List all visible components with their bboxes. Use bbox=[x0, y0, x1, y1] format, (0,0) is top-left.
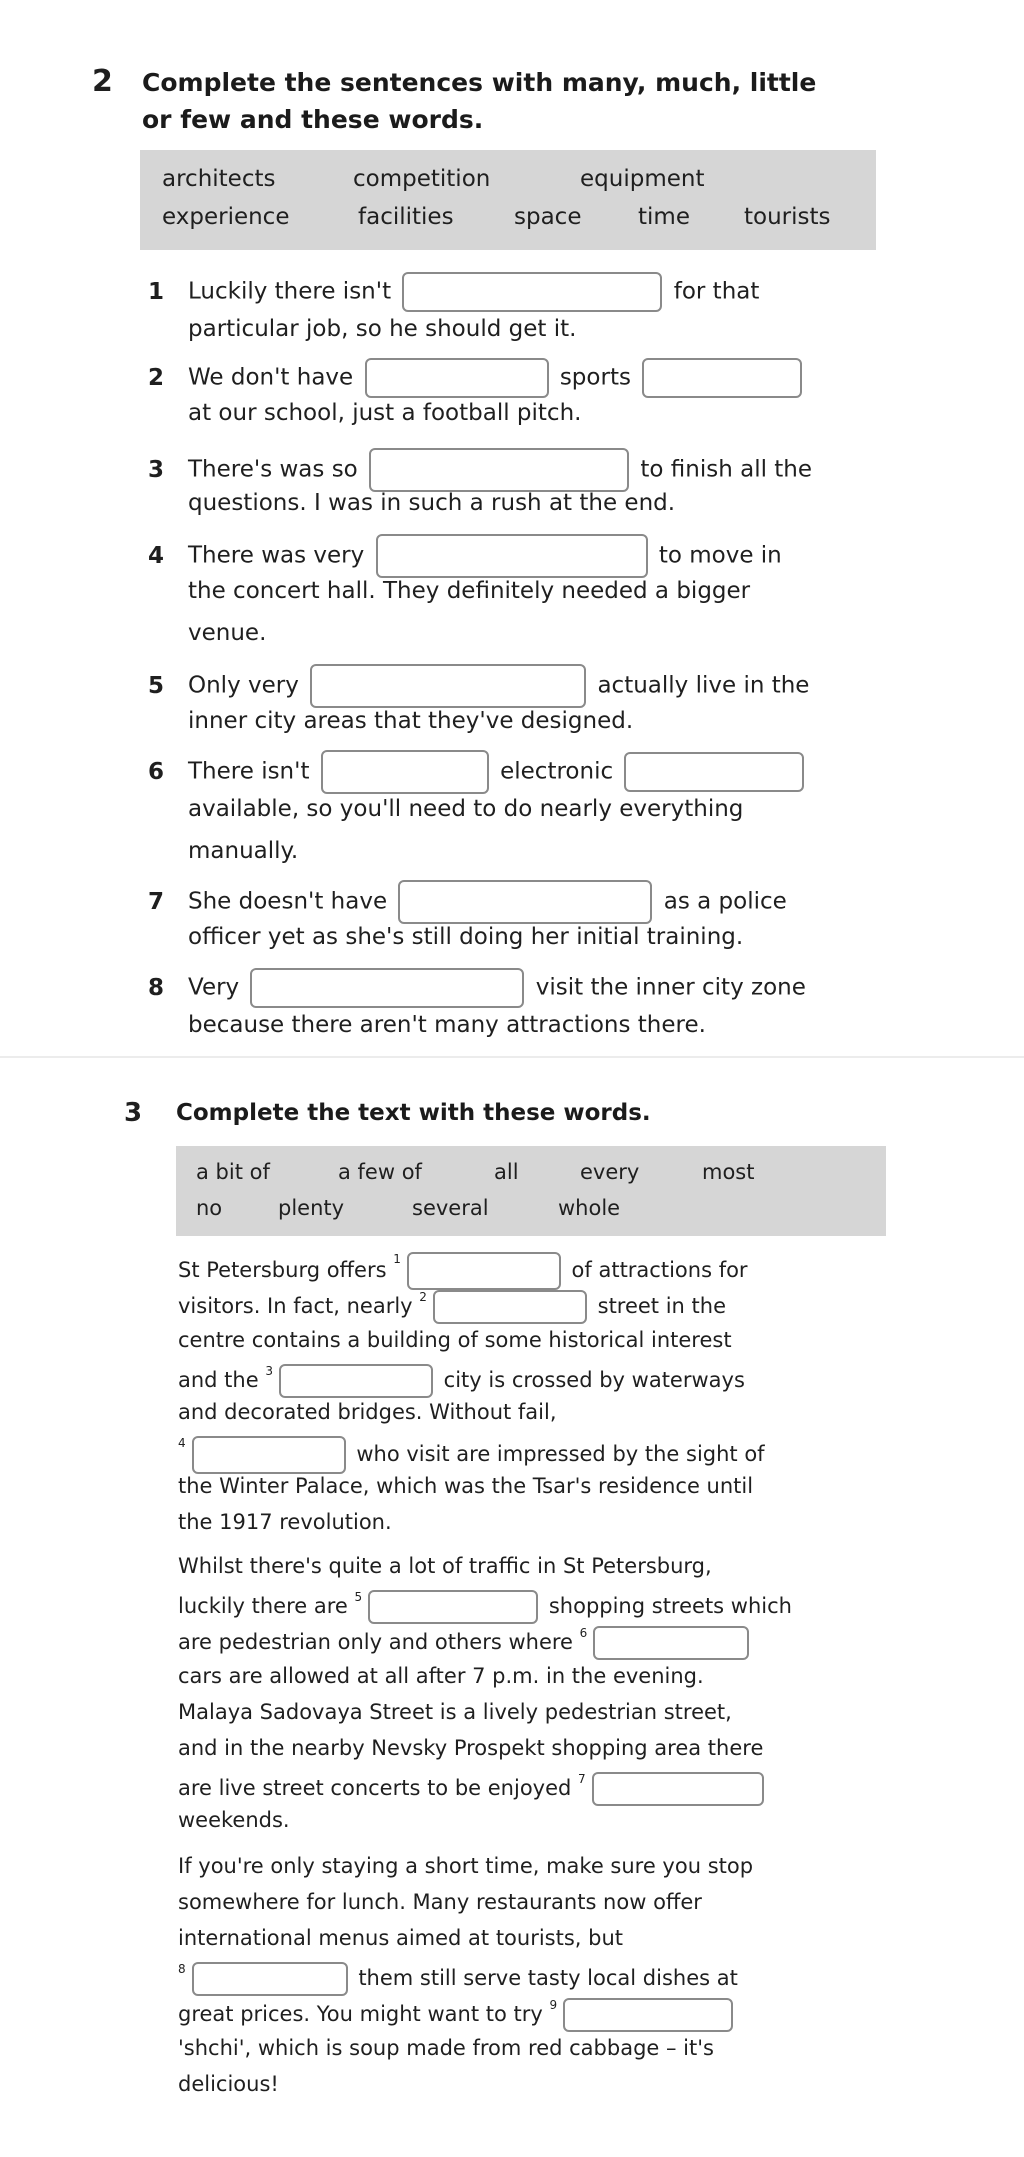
text-segment: St Petersburg offers bbox=[178, 1258, 387, 1282]
word-bank-item: equipment bbox=[580, 166, 705, 192]
sentence-6-line2: available, so you'll need to do nearly everything bbox=[188, 796, 744, 822]
text-line-20 bbox=[178, 1962, 738, 1996]
answer-blank-3[interactable] bbox=[369, 448, 629, 492]
sentence-3-line2: questions. I was in such a rush at the end. bbox=[188, 490, 676, 516]
text-segment: shopping streets which bbox=[548, 1594, 792, 1618]
text-line-10 bbox=[178, 1590, 792, 1624]
word-bank-item: a few of bbox=[338, 1160, 422, 1184]
gap-number: 7 bbox=[578, 1772, 586, 1786]
sentence-6-line1 bbox=[148, 750, 808, 794]
word-bank-item: several bbox=[412, 1196, 489, 1220]
item-number: 2 bbox=[148, 364, 165, 391]
sentence-4-line1 bbox=[148, 534, 782, 578]
section-divider bbox=[0, 1056, 1024, 1058]
text-line-7: the Winter Palace, which was the Tsar's residence until bbox=[178, 1474, 754, 1498]
text-line-12: cars are allowed at all after 7 p.m. in the evening. bbox=[178, 1664, 704, 1688]
sentence-text: as a police bbox=[663, 888, 787, 915]
sentence-1-line1 bbox=[148, 272, 759, 312]
text-line-19: international menus aimed at tourists, but bbox=[178, 1926, 624, 1950]
sentence-4-line3: venue. bbox=[188, 620, 267, 646]
text-segment: luckily there are bbox=[178, 1594, 348, 1618]
sentence-text: There isn't bbox=[188, 758, 310, 785]
text-line-14: and in the nearby Nevsky Prospekt shopping area there bbox=[178, 1736, 764, 1760]
sentence-text: We don't have bbox=[188, 364, 354, 391]
answer-blank-1[interactable] bbox=[402, 272, 662, 312]
answer-blank-5[interactable] bbox=[310, 664, 586, 708]
item-number: 1 bbox=[148, 278, 165, 305]
sentence-7-line1 bbox=[148, 880, 787, 924]
sentence-text: Only very bbox=[188, 672, 299, 699]
sentence-8-line2: because there aren't many attractions there. bbox=[188, 1012, 706, 1038]
sentence-2-line1 bbox=[148, 358, 806, 398]
word-bank-item: architects bbox=[162, 166, 276, 192]
sentence-6-line3: manually. bbox=[188, 838, 299, 864]
text-line-11 bbox=[178, 1626, 753, 1660]
gap-number: 5 bbox=[354, 1590, 363, 1604]
sentence-1-line2: particular job, so he should get it. bbox=[188, 316, 577, 342]
gap-number: 1 bbox=[393, 1252, 401, 1266]
item-number: 7 bbox=[148, 888, 165, 915]
gap-5-blank[interactable] bbox=[368, 1590, 538, 1624]
text-line-5: and decorated bridges. Without fail, bbox=[178, 1400, 557, 1424]
sentence-7-line2: officer yet as she's still doing her initial training. bbox=[188, 924, 744, 950]
answer-blank-8[interactable] bbox=[250, 968, 524, 1008]
text-segment: and the bbox=[178, 1368, 259, 1392]
text-segment: who visit are impressed by the sight of bbox=[356, 1442, 765, 1466]
answer-blank-2a[interactable] bbox=[365, 358, 549, 398]
gap-number: 6 bbox=[579, 1626, 588, 1640]
sentence-4-line2: the concert hall. They definitely needed a bigger bbox=[188, 578, 751, 604]
sentence-text: visit the inner city zone bbox=[535, 974, 806, 1001]
text-line-16: weekends. bbox=[178, 1808, 290, 1832]
text-line-17: If you're only staying a short time, make sure you stop bbox=[178, 1854, 754, 1878]
text-line-2 bbox=[178, 1290, 726, 1324]
sentence-text: to move in bbox=[658, 542, 782, 569]
sentence-text: Luckily there isn't bbox=[188, 278, 392, 305]
item-number: 3 bbox=[148, 456, 165, 483]
gap-1-blank[interactable] bbox=[407, 1252, 561, 1290]
sentence-text: for that bbox=[673, 278, 760, 305]
text-line-1 bbox=[178, 1252, 748, 1290]
word-bank-item: plenty bbox=[278, 1196, 345, 1220]
sentence-text: She doesn't have bbox=[188, 888, 388, 915]
gap-number: 3 bbox=[265, 1364, 273, 1378]
text-segment: street in the bbox=[597, 1294, 727, 1318]
sentence-3-line1 bbox=[148, 448, 812, 492]
gap-8-blank[interactable] bbox=[192, 1962, 348, 1996]
exercise-number-2: 2 bbox=[92, 64, 113, 99]
word-bank-item: whole bbox=[558, 1196, 621, 1220]
item-number: 5 bbox=[148, 672, 165, 699]
exercise-3-word-bank bbox=[176, 1146, 886, 1236]
exercise-2-word-bank bbox=[140, 150, 876, 250]
text-line-22: 'shchi', which is soup made from red cabbage – it's bbox=[178, 2036, 714, 2060]
gap-7-blank[interactable] bbox=[592, 1772, 764, 1806]
gap-number: 9 bbox=[549, 1998, 558, 2012]
item-number: 8 bbox=[148, 974, 165, 1001]
text-line-6 bbox=[178, 1436, 765, 1474]
sentence-text: to finish all the bbox=[640, 456, 813, 483]
sentence-text: actually live in the bbox=[597, 672, 810, 699]
text-segment: are pedestrian only and others where bbox=[178, 1630, 573, 1654]
sentence-5-line1 bbox=[148, 664, 809, 708]
word-bank-item: time bbox=[638, 204, 690, 230]
word-bank-item: facilities bbox=[358, 204, 454, 230]
word-bank-item: a bit of bbox=[196, 1160, 270, 1184]
word-bank-item: experience bbox=[162, 204, 290, 230]
gap-9-blank[interactable] bbox=[563, 1998, 733, 2032]
sentence-text: There's was so bbox=[188, 456, 358, 483]
word-bank-item: tourists bbox=[744, 204, 831, 230]
gap-number: 4 bbox=[178, 1436, 186, 1450]
item-number: 6 bbox=[148, 758, 165, 785]
answer-blank-7[interactable] bbox=[398, 880, 652, 924]
word-bank-item: most bbox=[702, 1160, 755, 1184]
gap-number: 2 bbox=[419, 1290, 427, 1304]
word-bank-item: all bbox=[494, 1160, 519, 1184]
sentence-8-line1 bbox=[148, 968, 806, 1008]
answer-blank-2b[interactable] bbox=[642, 358, 802, 398]
exercise-2-heading-line1: Complete the sentences with many, much, little bbox=[142, 68, 817, 97]
gap-3-blank[interactable] bbox=[279, 1364, 433, 1398]
sentence-text: There was very bbox=[188, 542, 365, 569]
sentence-5-line2: inner city areas that they've designed. bbox=[188, 708, 634, 734]
gap-number: 8 bbox=[178, 1962, 186, 1976]
gap-6-blank[interactable] bbox=[593, 1626, 749, 1660]
text-line-23: delicious! bbox=[178, 2072, 279, 2096]
item-number: 4 bbox=[148, 542, 165, 569]
text-segment: city is crossed by waterways bbox=[443, 1368, 745, 1392]
sentence-text: sports bbox=[559, 364, 631, 391]
text-line-21 bbox=[178, 1998, 737, 2032]
exercise-2-heading-line2: or few and these words. bbox=[142, 105, 484, 134]
text-line-9: Whilst there's quite a lot of traffic in St Petersburg, bbox=[178, 1554, 712, 1578]
text-line-3: centre contains a building of some historical interest bbox=[178, 1328, 732, 1352]
answer-blank-6b[interactable] bbox=[624, 752, 804, 792]
word-bank-item: competition bbox=[353, 166, 491, 192]
sentence-text: electronic bbox=[500, 758, 614, 785]
exercise-number-3: 3 bbox=[124, 1098, 143, 1128]
text-line-18: somewhere for lunch. Many restaurants now offer bbox=[178, 1890, 702, 1914]
word-bank-item: no bbox=[196, 1196, 223, 1220]
text-line-8: the 1917 revolution. bbox=[178, 1510, 392, 1534]
exercise-3-heading: Complete the text with these words. bbox=[176, 1100, 651, 1126]
sentence-text: Very bbox=[188, 974, 240, 1001]
text-segment: visitors. In fact, nearly bbox=[178, 1294, 413, 1318]
text-segment: them still serve tasty local dishes at bbox=[358, 1966, 738, 1990]
text-segment: of attractions for bbox=[571, 1258, 748, 1282]
text-segment: are live street concerts to be enjoyed bbox=[178, 1776, 572, 1800]
word-bank-item: space bbox=[514, 204, 582, 230]
answer-blank-6a[interactable] bbox=[321, 750, 489, 794]
text-line-4 bbox=[178, 1364, 745, 1398]
answer-blank-4[interactable] bbox=[376, 534, 648, 578]
word-bank-item: every bbox=[580, 1160, 640, 1184]
text-line-13: Malaya Sadovaya Street is a lively pedestrian street, bbox=[178, 1700, 732, 1724]
sentence-2-line2: at our school, just a football pitch. bbox=[188, 400, 582, 426]
text-segment: great prices. You might want to try bbox=[178, 2002, 543, 2026]
text-line-15 bbox=[178, 1772, 768, 1806]
gap-2-blank[interactable] bbox=[433, 1290, 587, 1324]
gap-4-blank[interactable] bbox=[192, 1436, 346, 1474]
